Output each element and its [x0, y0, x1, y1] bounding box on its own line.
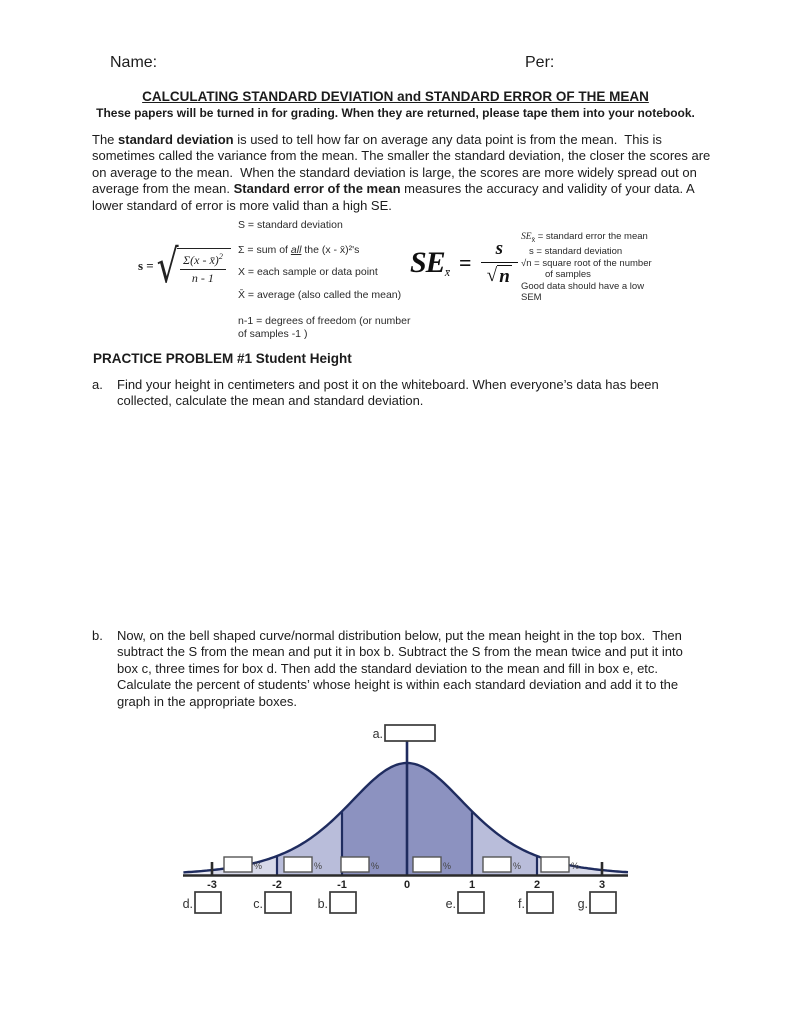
answer-box-b-label: b.	[317, 897, 328, 911]
item-b-text: Now, on the bell shaped curve/normal distribution below, put the mean height in the top box. Then subtract the S from the mean and put it in box b. Subtract the S from the mean twice and put it into box c, three times for box d. Then add the standard deviation to the mean and fill in box e, etc. Calculate the percent of students’ whose height is within each standard deviation and add it to the graph in the appropriate boxes.	[117, 628, 687, 709]
tick-label-minus-3: -3	[207, 879, 217, 891]
se-def-line4: of samples	[545, 269, 591, 281]
se-def-line1	[521, 231, 691, 246]
bell-curve-figure	[175, 716, 635, 924]
se-formula-radicand: n	[499, 266, 510, 287]
intro-text-3: measures the accuracy and validity of your data. A lower standard of error is more valid than a high SE.	[92, 181, 698, 213]
percent-box-1	[224, 857, 252, 872]
se-def-sub: x̄	[531, 236, 536, 244]
tick-label-plus-2: 2	[533, 879, 541, 891]
answer-box-g	[590, 892, 616, 913]
se-def-se: SE	[521, 232, 532, 242]
sd-formula-numerator: Σ(x - x̄)	[183, 253, 219, 267]
sd-def-xbar: X̄ = average (also called the mean)	[238, 289, 402, 301]
answer-box-f	[527, 892, 553, 913]
sd-formula-radical	[156, 239, 231, 293]
answer-box-c	[265, 892, 291, 913]
percent-label-3: %	[371, 861, 380, 871]
answer-box-d	[195, 892, 221, 913]
practice-problem-heading: PRACTICE PROBLEM #1 Student Height	[93, 351, 352, 366]
percent-box-2	[284, 857, 312, 872]
sd-def-sigma	[238, 244, 359, 256]
sd-def-sigma-post: the (x - x̄)²'s	[301, 244, 360, 256]
percent-box-3	[341, 857, 369, 872]
se-formula-se: SE	[410, 245, 445, 279]
percent-label-6: %	[571, 861, 580, 871]
percent-box-6	[541, 857, 569, 872]
answer-box-a	[385, 725, 435, 741]
percent-box-4	[413, 857, 441, 872]
radical-sign-icon: √	[156, 239, 179, 293]
se-formula	[410, 238, 518, 288]
answer-box-g-label: g.	[577, 897, 588, 911]
sd-def-n1-line2: of samples -1 )	[238, 328, 308, 340]
answer-box-b	[330, 892, 356, 913]
sd-formula-denominator: n - 1	[191, 271, 214, 285]
intro-paragraph	[92, 132, 714, 214]
se-def-rest: = standard error the mean	[535, 231, 648, 242]
worksheet-subtitle: These papers will be turned in for grading. When they are returned, please tape them into your notebook.	[96, 106, 695, 120]
se-formula-numerator: s	[481, 238, 518, 263]
se-def-line6: SEM	[521, 291, 542, 303]
intro-text-2: is used to tell how far on average any data point is from the mean. This is sometimes called the variance from the mean. The smaller the standard deviation, the closer the scores are on average to the mean. When the standard deviation is large, the scores are more widely spread out on average from the mean.	[92, 132, 714, 197]
name-label: Name:	[110, 54, 158, 71]
sd-formula-lhs: s =	[138, 258, 154, 273]
bell-curve-svg	[175, 716, 635, 924]
intro-bold-standard-error: Standard error of the mean	[233, 181, 401, 197]
answer-box-c-label: c.	[253, 897, 263, 911]
sd-formula	[138, 239, 231, 293]
item-a-text: Find your height in centimeters and post it on the whiteboard. When everyone’s data has been collected, calculate the mean and standard deviation.	[117, 377, 663, 409]
se-def-line3: √n = square root of the number	[521, 257, 652, 269]
percent-label-2: %	[314, 861, 323, 871]
tick-label-minus-2: -2	[272, 879, 282, 891]
per-label: Per:	[525, 54, 555, 71]
sd-def-x: X = each sample or data point	[238, 266, 378, 278]
tick-label-plus-3: 3	[598, 879, 606, 891]
answer-box-d-label: d.	[182, 897, 193, 911]
percent-box-5	[483, 857, 511, 872]
answer-box-f-label: f.	[518, 897, 525, 911]
answer-box-e	[458, 892, 484, 913]
worksheet-title: CALCULATING STANDARD DEVIATION and STANDARD ERROR OF THE MEAN	[142, 89, 649, 104]
answer-box-e-label: e.	[445, 897, 456, 911]
answer-box-a-label: a.	[372, 727, 383, 741]
tick-label-minus-1: -1	[337, 879, 347, 891]
percent-label-4: %	[443, 861, 452, 871]
sd-def-s: S = standard deviation	[238, 219, 343, 231]
se-formula-equals: =	[459, 250, 472, 275]
se-formula-subscript: x̄	[444, 265, 451, 280]
se-definitions	[521, 231, 691, 303]
percent-label-1: %	[254, 861, 263, 871]
item-a-label: a.	[92, 377, 103, 392]
tick-label-plus-1: 1	[468, 879, 476, 891]
se-def-line5: Good data should have a low	[521, 280, 645, 292]
sd-formula-exponent: 2	[218, 252, 223, 261]
radical-sign-icon: √	[486, 265, 498, 286]
intro-bold-standard-deviation: standard deviation	[118, 132, 234, 147]
intro-text-1: The	[92, 132, 119, 147]
sd-def-n1-line1: n-1 = degrees of freedom (or number	[238, 315, 411, 327]
item-b-label: b.	[92, 628, 103, 643]
tick-label-zero: 0	[403, 879, 411, 891]
se-def-line2: s = standard deviation	[529, 246, 623, 258]
sd-def-sigma-all: all	[290, 244, 302, 256]
sd-def-sigma-pre: Σ = sum of	[238, 244, 291, 256]
percent-label-5: %	[513, 861, 522, 871]
